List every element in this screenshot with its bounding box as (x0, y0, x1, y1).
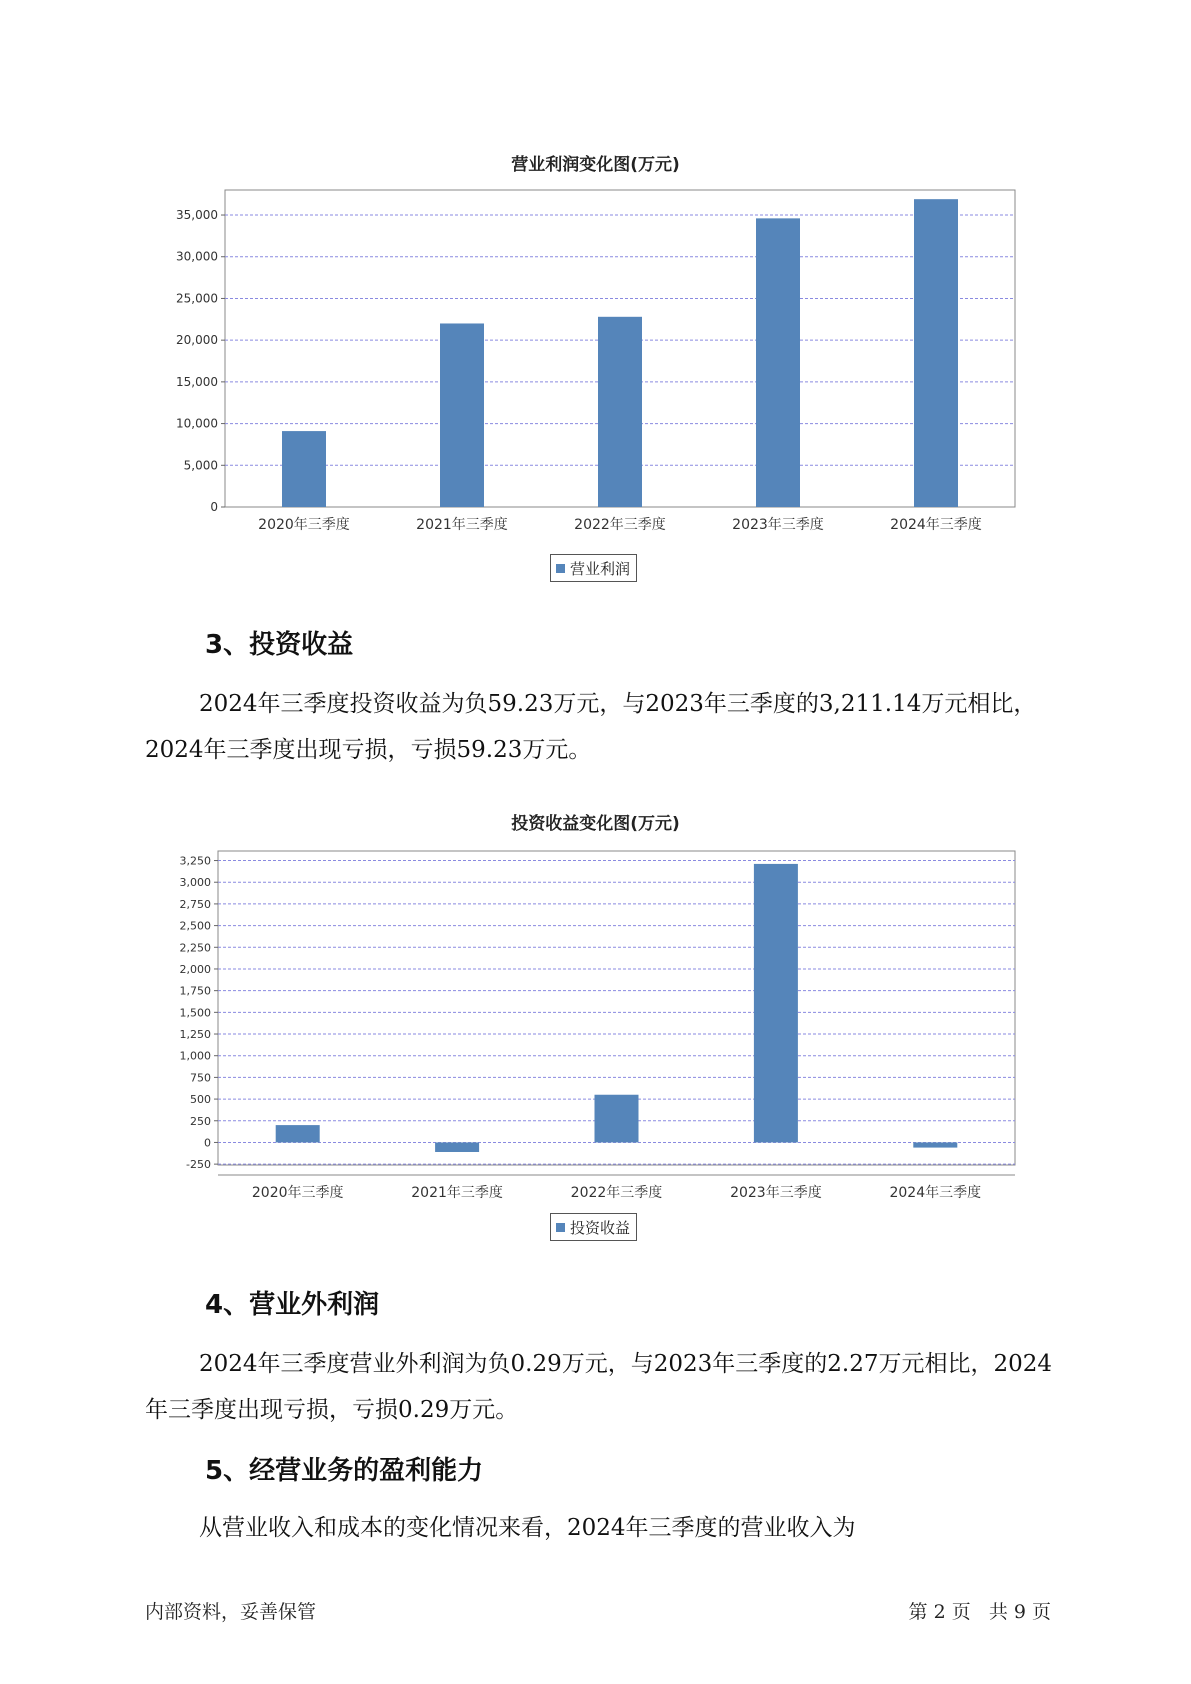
y-tick-label: -250 (186, 1158, 211, 1172)
y-tick-label: 0 (204, 1136, 211, 1150)
y-tick-label: 30,000 (176, 249, 218, 264)
chart1-legend (550, 554, 637, 582)
section3-heading: 3、投资收益 (205, 630, 354, 660)
section4-paragraph: 2024年三季度营业外利润为负0.29万元，与2023年三季度的2.27万元相比，2024年三季度出现亏损，亏损0.29万元。 (145, 1351, 1053, 1423)
x-tick-label: 2024年三季度 (890, 517, 982, 533)
section4-heading: 4、营业外利润 (205, 1290, 380, 1320)
x-tick-label: 2023年三季度 (730, 1185, 822, 1201)
y-tick-label: 2,000 (179, 962, 211, 976)
bar (440, 323, 484, 507)
chart2-legend (550, 1213, 637, 1241)
footer-page-number: 第 2 页 共 9 页 (908, 1601, 1051, 1623)
bar (913, 1142, 957, 1147)
y-tick-label: 3,000 (179, 876, 211, 890)
y-tick-label: 15,000 (176, 374, 218, 389)
section5-paragraph: 从营业收入和成本的变化情况来看，2024年三季度的营业收入为 (199, 1515, 856, 1541)
y-tick-label: 2,500 (179, 919, 211, 933)
y-tick-label: 1,750 (179, 984, 211, 998)
chart1-plot (0, 175, 1191, 533)
y-tick-label: 10,000 (176, 416, 218, 431)
footer-left: 内部资料，妥善保管 (145, 1601, 317, 1623)
x-tick-label: 2022年三季度 (574, 517, 666, 533)
chart1-title: 营业利润变化图(万元) (511, 155, 680, 175)
legend-swatch-icon (556, 564, 565, 573)
x-tick-label: 2020年三季度 (251, 1185, 344, 1201)
y-tick-label: 25,000 (176, 291, 218, 306)
y-tick-label: 0 (210, 500, 218, 514)
y-tick-label: 3,250 (179, 854, 211, 868)
y-tick-label: 500 (190, 1093, 211, 1107)
x-tick-label: 2021年三季度 (416, 517, 508, 533)
y-tick-label: 35,000 (176, 208, 218, 223)
x-tick-label: 2022年三季度 (570, 1185, 663, 1201)
section5-heading: 5、经营业务的盈利能力 (205, 1456, 484, 1486)
legend-swatch-icon (556, 1223, 565, 1232)
y-tick-label: 1,500 (179, 1006, 211, 1020)
bar (756, 218, 800, 507)
x-tick-label: 2020年三季度 (258, 517, 350, 533)
x-tick-label: 2021年三季度 (411, 1185, 503, 1201)
bar (754, 864, 798, 1143)
y-tick-label: 2,250 (179, 941, 211, 955)
bar (282, 431, 326, 507)
chart2-plot (0, 835, 1191, 1201)
chart2-title: 投资收益变化图(万元) (511, 814, 680, 834)
x-tick-label: 2024年三季度 (889, 1185, 982, 1201)
y-tick-label: 1,000 (179, 1049, 211, 1063)
chart2-legend-label: 投资收益 (570, 1218, 631, 1237)
y-tick-label: 1,250 (179, 1028, 211, 1042)
x-tick-label: 2023年三季度 (732, 517, 824, 533)
y-tick-label: 250 (190, 1114, 211, 1128)
bar (595, 1095, 639, 1143)
bar (276, 1125, 320, 1142)
y-tick-label: 750 (190, 1071, 211, 1085)
y-tick-label: 20,000 (176, 333, 218, 348)
y-tick-label: 5,000 (183, 458, 218, 473)
bar (598, 317, 642, 507)
bar (914, 199, 958, 507)
y-tick-label: 2,750 (179, 897, 211, 911)
chart1-legend-label: 营业利润 (570, 559, 631, 578)
bar (435, 1142, 479, 1152)
section3-paragraph: 2024年三季度投资收益为负59.23万元，与2023年三季度的3,211.14万元相比，2024年三季度出现亏损，亏损59.23万元。 (145, 691, 1037, 763)
